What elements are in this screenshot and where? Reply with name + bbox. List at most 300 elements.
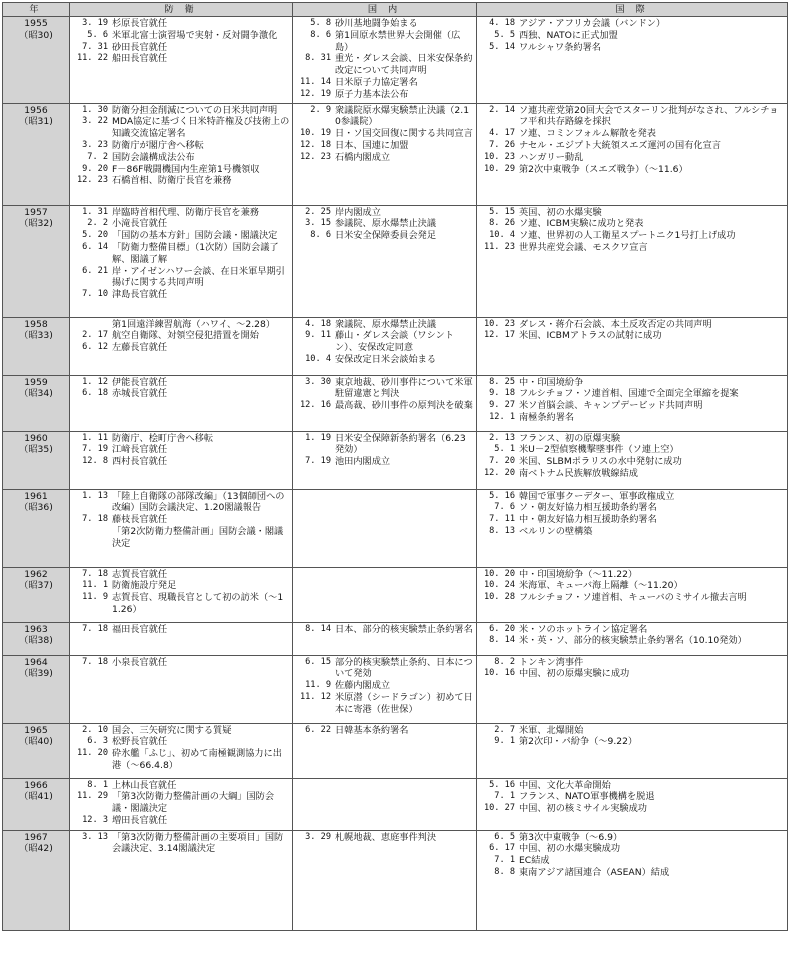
domestic-cell bbox=[293, 622, 477, 655]
event-text: 「防衛力整備目標」（1次防）国防会議了解、閣議了解 bbox=[112, 241, 279, 265]
year-label: 1955 bbox=[24, 18, 48, 29]
international-cell bbox=[477, 103, 788, 205]
event-text: 石橋首相、防衛庁長官を兼務 bbox=[112, 175, 232, 187]
year-label: 1967 bbox=[24, 831, 48, 843]
year-cell bbox=[3, 655, 70, 723]
event-date: 11. 9 bbox=[82, 592, 108, 603]
year-cell bbox=[3, 622, 70, 655]
domestic-event bbox=[295, 330, 474, 354]
year-row bbox=[3, 103, 788, 205]
international-event bbox=[479, 140, 785, 152]
year-cell bbox=[3, 567, 70, 622]
event-date: 8. 14 bbox=[489, 635, 515, 646]
defense-event bbox=[72, 330, 290, 342]
event-date: 5. 16 bbox=[489, 490, 515, 501]
event-date: 7. 1 bbox=[494, 791, 515, 802]
event-date: 4. 18 bbox=[489, 18, 515, 28]
event-date: 8. 31 bbox=[305, 53, 331, 64]
event-text: 米・ソのホットライン協定署名 bbox=[519, 623, 648, 635]
event-text: 最高裁、砂川事件の原判決を破棄 bbox=[335, 400, 473, 412]
event-date: 1. 31 bbox=[82, 206, 108, 217]
chronology-table bbox=[2, 2, 788, 931]
event-text: 米国、SLBMポラリスの水中発射に成功 bbox=[519, 456, 682, 468]
event-text: 中国、初の水爆実験成功 bbox=[519, 843, 621, 855]
event-date: 5. 15 bbox=[489, 206, 515, 217]
domestic-cell bbox=[293, 375, 477, 431]
international-event bbox=[479, 855, 785, 867]
event-text: 米軍、北爆開始 bbox=[519, 724, 584, 736]
event-text: 国会、三矢研究に関する質疑 bbox=[112, 724, 232, 736]
event-text: 日本、部分的核実験禁止条約署名 bbox=[335, 623, 473, 635]
event-date: 6. 14 bbox=[82, 241, 108, 252]
domestic-event bbox=[295, 230, 474, 242]
defense-event bbox=[72, 791, 290, 815]
event-text: 部分的核実験禁止条約、日本について発効 bbox=[335, 656, 473, 680]
event-date: 1. 13 bbox=[82, 490, 108, 501]
year-cell bbox=[3, 103, 70, 205]
event-text: 江﨑長官就任 bbox=[112, 444, 168, 456]
international-event bbox=[479, 319, 785, 331]
event-date: 6. 12 bbox=[82, 342, 108, 353]
event-text: 日米原子力協定署名 bbox=[335, 76, 418, 88]
event-text: 米海軍、キューバ海上隔離（～11.20） bbox=[519, 580, 683, 592]
event-text: ソ連、世界初の人工衛星スプートニク1号打上げ成功 bbox=[519, 230, 736, 242]
year-label: 1957 bbox=[24, 206, 48, 218]
defense-event bbox=[72, 116, 290, 140]
year-row bbox=[3, 567, 788, 622]
event-date: 4. 18 bbox=[305, 318, 331, 329]
event-date: 5. 16 bbox=[489, 779, 515, 790]
defense-cell bbox=[70, 17, 293, 104]
event-date: 7. 11 bbox=[489, 514, 515, 525]
defense-cell bbox=[70, 830, 293, 930]
event-text: 増田長官就任 bbox=[112, 814, 168, 826]
era-label: （昭42) bbox=[19, 843, 53, 855]
event-date: 5. 6 bbox=[87, 29, 108, 40]
domestic-cell bbox=[293, 103, 477, 205]
domestic-event bbox=[295, 832, 474, 844]
event-text: 日米安全保障新条約署名（6.23発効） bbox=[335, 432, 466, 456]
domestic-event bbox=[295, 18, 474, 30]
international-event bbox=[479, 164, 785, 176]
year-row bbox=[3, 830, 788, 930]
event-text: 杉原長官就任 bbox=[112, 18, 168, 29]
event-text: 第3次中東戦争（～6.9） bbox=[519, 831, 623, 843]
event-date: 8. 8 bbox=[494, 866, 515, 877]
domestic-event bbox=[295, 692, 474, 716]
year-row bbox=[3, 723, 788, 778]
event-date: 3. 30 bbox=[305, 376, 331, 387]
event-text: 左藤長官就任 bbox=[112, 342, 168, 354]
event-text: ソ・朝友好協力相互援助条約署名 bbox=[519, 502, 657, 514]
domestic-cell bbox=[293, 778, 477, 830]
year-cell bbox=[3, 317, 70, 375]
event-text: 「第3次防衛力整備計画の大綱」国防会議・閣議決定 bbox=[112, 791, 275, 815]
defense-event bbox=[72, 725, 290, 737]
domestic-event bbox=[295, 624, 474, 636]
international-cell bbox=[477, 567, 788, 622]
event-text: 砂田長官就任 bbox=[112, 41, 168, 53]
event-date: 1. 19 bbox=[305, 432, 331, 443]
event-text: 衆議院原水爆実験禁止決議（2.10参議院） bbox=[335, 104, 470, 128]
event-text: ソ連共産党第20回大会でスターリン批判がなされ、フルシチョフ平和共存路線を採択 bbox=[519, 104, 779, 128]
international-cell bbox=[477, 205, 788, 317]
international-cell bbox=[477, 431, 788, 489]
event-date: 8. 13 bbox=[489, 525, 515, 536]
event-date: 12. 16 bbox=[299, 400, 331, 411]
event-date: 5. 5 bbox=[494, 29, 515, 40]
year-row bbox=[3, 317, 788, 375]
event-text: 砂川基地闘争始まる bbox=[335, 18, 418, 29]
defense-event bbox=[72, 377, 290, 389]
event-text: 池田内閣成立 bbox=[335, 456, 391, 468]
defense-event bbox=[72, 832, 290, 856]
event-text: 防衛施設庁発足 bbox=[112, 580, 177, 592]
event-date: 11. 14 bbox=[299, 76, 331, 87]
international-event bbox=[479, 635, 785, 647]
year-row bbox=[3, 622, 788, 655]
year-row bbox=[3, 655, 788, 723]
event-text: 佐藤内閣成立 bbox=[335, 680, 391, 692]
event-text: 南ベトナム民族解放戦線結成 bbox=[519, 467, 638, 479]
era-label: （昭32) bbox=[19, 218, 53, 230]
event-text: 中国、文化大革命開始 bbox=[519, 779, 611, 791]
defense-cell bbox=[70, 622, 293, 655]
event-date: 10. 19 bbox=[299, 128, 331, 139]
event-date: 9. 1 bbox=[494, 736, 515, 747]
event-date: 8. 25 bbox=[489, 376, 515, 387]
defense-event bbox=[72, 748, 290, 772]
event-date: 8. 14 bbox=[305, 623, 331, 634]
event-text: EC結成 bbox=[519, 855, 550, 867]
international-event bbox=[479, 736, 785, 748]
domestic-event bbox=[295, 140, 474, 152]
defense-event bbox=[72, 580, 290, 592]
era-label: （昭40) bbox=[19, 736, 53, 748]
domestic-event bbox=[295, 354, 474, 366]
defense-cell bbox=[70, 723, 293, 778]
event-date: 12. 17 bbox=[483, 330, 515, 341]
year-cell bbox=[3, 431, 70, 489]
event-text: F－86F戦闘機国内生産第1号機領収 bbox=[112, 163, 260, 175]
event-date: 6. 22 bbox=[305, 724, 331, 735]
event-date: 5. 14 bbox=[489, 41, 515, 52]
domestic-event bbox=[295, 89, 474, 101]
international-event bbox=[479, 791, 785, 803]
defense-event bbox=[72, 207, 290, 219]
domestic-cell bbox=[293, 17, 477, 104]
international-event bbox=[479, 780, 785, 792]
domestic-event bbox=[295, 152, 474, 164]
defense-event bbox=[72, 657, 290, 669]
event-text: 船田長官就任 bbox=[112, 53, 168, 65]
domestic-event bbox=[295, 53, 474, 77]
event-date: 8. 6 bbox=[310, 230, 331, 241]
event-date: 10. 4 bbox=[305, 353, 331, 364]
defense-event bbox=[72, 569, 290, 581]
event-text: 藤山・ダレス会談（ワシントン）、安保改定同意 bbox=[335, 330, 454, 354]
event-text: フルシチョフ・ソ連首相、キューバのミサイル撤去言明 bbox=[519, 592, 747, 604]
defense-event bbox=[72, 218, 290, 230]
event-date: 3. 19 bbox=[82, 18, 108, 28]
era-label: （昭31) bbox=[19, 116, 53, 128]
domestic-event bbox=[295, 657, 474, 681]
defense-cell bbox=[70, 103, 293, 205]
international-event bbox=[479, 502, 785, 514]
international-cell bbox=[477, 317, 788, 375]
international-event bbox=[479, 832, 785, 844]
defense-event bbox=[72, 152, 290, 164]
era-label: （昭30) bbox=[19, 29, 53, 41]
era-label: （昭38) bbox=[19, 635, 53, 647]
event-date: 2. 7 bbox=[494, 724, 515, 735]
event-text: 福田長官就任 bbox=[112, 623, 168, 635]
defense-cell bbox=[70, 489, 293, 567]
event-text: ダレス・蒋介石会談、本土反攻否定の共同声明 bbox=[519, 318, 712, 330]
year-label: 1960 bbox=[24, 432, 48, 444]
event-date: 12. 3 bbox=[82, 814, 108, 825]
international-event bbox=[479, 491, 785, 503]
defense-event bbox=[72, 175, 290, 187]
event-text: 重光・ダレス会談、日米安保条約改定について共同声明 bbox=[335, 53, 473, 77]
event-text: 原子力基本法公布 bbox=[335, 88, 409, 100]
year-cell bbox=[3, 778, 70, 830]
event-date: 10. 23 bbox=[483, 318, 515, 329]
event-date: 12. 1 bbox=[489, 411, 515, 422]
domestic-event bbox=[295, 319, 474, 331]
event-text: 第1回原水禁世界大会開催（広島） bbox=[335, 29, 461, 53]
international-event bbox=[479, 668, 785, 680]
defense-event bbox=[72, 592, 290, 616]
event-date: 7. 18 bbox=[82, 514, 108, 525]
international-event bbox=[479, 514, 785, 526]
defense-cell bbox=[70, 778, 293, 830]
event-text: 伊能長官就任 bbox=[112, 376, 168, 388]
international-event bbox=[479, 42, 785, 54]
year-label: 1963 bbox=[24, 623, 48, 635]
year-cell bbox=[3, 375, 70, 431]
domestic-cell bbox=[293, 205, 477, 317]
event-text: 韓国で軍事クーデター、軍事政権成立 bbox=[519, 490, 675, 502]
header-defense: 防 衛 bbox=[70, 3, 293, 17]
year-cell bbox=[3, 830, 70, 930]
defense-event bbox=[72, 815, 290, 827]
event-text: 岸・アイゼンハワー会談、在日米軍早期引揚げに関する共同声明 bbox=[112, 265, 285, 289]
event-date: 7. 31 bbox=[82, 41, 108, 52]
event-date: 5. 8 bbox=[310, 18, 331, 28]
event-text: 西独、NATOに正式加盟 bbox=[519, 29, 618, 41]
event-text: 砕氷艦「ふじ」、初めて南極観測協力に出港（～66.4.8） bbox=[112, 748, 282, 771]
event-text: 赤城長官就任 bbox=[112, 388, 168, 400]
event-date: 7. 18 bbox=[82, 568, 108, 579]
international-event bbox=[479, 526, 785, 538]
defense-event bbox=[72, 514, 290, 526]
international-cell bbox=[477, 17, 788, 104]
event-date: 7. 6 bbox=[494, 502, 515, 513]
year-row bbox=[3, 375, 788, 431]
event-date: 6. 5 bbox=[494, 831, 515, 842]
event-text: 津島長官就任 bbox=[112, 289, 168, 301]
international-cell bbox=[477, 778, 788, 830]
domestic-cell bbox=[293, 567, 477, 622]
domestic-event bbox=[295, 105, 474, 129]
domestic-event bbox=[295, 725, 474, 737]
event-text: 英国、初の水爆実験 bbox=[519, 206, 602, 218]
era-label: （昭33) bbox=[19, 330, 53, 342]
event-date: 1. 12 bbox=[82, 376, 108, 387]
event-text: 中・印国境紛争（～11.22） bbox=[519, 568, 638, 580]
event-date: 11. 20 bbox=[76, 748, 108, 759]
event-date: 7. 20 bbox=[489, 456, 515, 467]
event-date: 12. 18 bbox=[299, 139, 331, 150]
event-text: 松野長官就任 bbox=[112, 736, 168, 748]
defense-event bbox=[72, 780, 290, 792]
event-date: 9. 18 bbox=[489, 388, 515, 399]
event-text: 石橋内閣成立 bbox=[335, 151, 391, 163]
international-event bbox=[479, 444, 785, 456]
international-cell bbox=[477, 655, 788, 723]
event-date: 12. 23 bbox=[76, 175, 108, 186]
event-text: 日・ソ国交回復に関する共同宣言 bbox=[335, 128, 473, 140]
event-date: 2. 9 bbox=[310, 104, 331, 115]
year-row bbox=[3, 205, 788, 317]
event-date: 10. 27 bbox=[483, 803, 515, 814]
event-date: 6. 18 bbox=[82, 388, 108, 399]
defense-event bbox=[72, 164, 290, 176]
year-cell bbox=[3, 17, 70, 104]
event-date: 2. 2 bbox=[87, 218, 108, 229]
event-date: 4. 17 bbox=[489, 128, 515, 139]
event-text: 「国防の基本方針」国防会議・閣議決定 bbox=[112, 230, 278, 242]
event-date: 8. 1 bbox=[87, 779, 108, 790]
event-date: 12. 8 bbox=[82, 456, 108, 467]
event-date: 11. 1 bbox=[82, 580, 108, 591]
event-text: 第1回遠洋練習航海（ハワイ、～2.28） bbox=[112, 318, 276, 330]
international-cell bbox=[477, 723, 788, 778]
event-text: MDA協定に基づく日米特許権及び技術上の知識交流協定署名 bbox=[112, 116, 290, 140]
defense-event bbox=[72, 18, 290, 30]
event-text: ベルリンの壁構築 bbox=[519, 525, 593, 537]
event-text: 小滝長官就任 bbox=[112, 218, 168, 230]
event-text: 「第3次防衛力整備計画の主要項目」国防会議決定、3.14閣議決定 bbox=[112, 831, 284, 855]
event-text: 「陸上自衛隊の部隊改編」（13個師団への改編）国防会議決定、1.20閣議報告 bbox=[112, 490, 285, 514]
defense-cell bbox=[70, 205, 293, 317]
international-event bbox=[479, 657, 785, 669]
event-text: 第2次印・パ紛争（～9.22） bbox=[519, 736, 638, 748]
defense-event bbox=[72, 53, 290, 65]
international-event bbox=[479, 412, 785, 424]
event-date: 7. 18 bbox=[82, 623, 108, 634]
domestic-event bbox=[295, 400, 474, 412]
event-date: 12. 19 bbox=[299, 88, 331, 99]
international-event bbox=[479, 377, 785, 389]
international-event bbox=[479, 105, 785, 129]
event-date: 6. 3 bbox=[87, 736, 108, 747]
event-text: 米原潜（シードラゴン）初めて日本に寄港（佐世保） bbox=[335, 691, 473, 715]
event-date: 10. 4 bbox=[489, 230, 515, 241]
event-date: 10. 16 bbox=[483, 668, 515, 679]
defense-event bbox=[72, 230, 290, 242]
domestic-cell bbox=[293, 723, 477, 778]
defense-event bbox=[72, 105, 290, 117]
header-year: 年 bbox=[3, 3, 70, 17]
domestic-event bbox=[295, 128, 474, 140]
event-text: 志賀長官就任 bbox=[112, 568, 168, 580]
year-cell bbox=[3, 723, 70, 778]
event-text: 西村長官就任 bbox=[112, 456, 168, 468]
era-label: （昭41) bbox=[19, 791, 53, 803]
defense-event bbox=[72, 42, 290, 54]
international-event bbox=[479, 242, 785, 254]
event-text: 「第2次防衛力整備計画」国防会議・閣議決定 bbox=[112, 525, 284, 549]
event-date: 6. 17 bbox=[489, 843, 515, 854]
event-date: 9. 11 bbox=[305, 330, 331, 341]
year-row bbox=[3, 778, 788, 830]
domestic-event bbox=[295, 433, 474, 457]
event-date: 6. 15 bbox=[305, 656, 331, 667]
year-label: 1959 bbox=[24, 376, 48, 388]
event-text: 安保改定日米会談始まる bbox=[335, 353, 437, 365]
defense-event bbox=[72, 289, 290, 301]
event-date: 9. 27 bbox=[489, 400, 515, 411]
international-event bbox=[479, 867, 785, 879]
event-text: 米軍北富士演習場で実射・反対闘争激化 bbox=[112, 29, 278, 41]
event-text: 岸臨時首相代理、防衛庁長官を兼務 bbox=[112, 206, 259, 218]
year-row bbox=[3, 489, 788, 567]
event-text: 衆議院、原水爆禁止決議 bbox=[335, 318, 437, 330]
event-date: 10. 29 bbox=[483, 163, 515, 174]
event-date: 5. 1 bbox=[494, 444, 515, 455]
international-event bbox=[479, 803, 785, 815]
defense-event bbox=[72, 342, 290, 354]
domestic-cell bbox=[293, 431, 477, 489]
event-text: 上林山長官就任 bbox=[112, 779, 177, 791]
event-date: 2. 25 bbox=[305, 206, 331, 217]
event-text: 世界共産党会議、モスクワ宣言 bbox=[519, 241, 648, 253]
defense-event bbox=[72, 456, 290, 468]
defense-event bbox=[72, 433, 290, 445]
international-event bbox=[479, 128, 785, 140]
event-text: 岸内閣成立 bbox=[335, 206, 381, 218]
event-date: 3. 22 bbox=[82, 116, 108, 127]
event-text: 防衛庁、桧町庁舎へ移転 bbox=[112, 432, 214, 444]
defense-event bbox=[72, 491, 290, 515]
event-date: 3. 13 bbox=[82, 831, 108, 842]
event-text: トンキン湾事件 bbox=[519, 656, 584, 668]
event-date: 7. 18 bbox=[82, 656, 108, 667]
defense-cell bbox=[70, 431, 293, 489]
event-text: 防衛分担金削減についての日米共同声明 bbox=[112, 104, 278, 116]
event-date: 10. 28 bbox=[483, 592, 515, 603]
year-row bbox=[3, 17, 788, 104]
year-label: 1962 bbox=[24, 568, 48, 580]
international-event bbox=[479, 456, 785, 468]
defense-event bbox=[72, 319, 290, 331]
event-text: 中・印国境紛争 bbox=[519, 376, 584, 388]
event-date: 7. 19 bbox=[82, 444, 108, 455]
domestic-event bbox=[295, 77, 474, 89]
domestic-event bbox=[295, 30, 474, 54]
international-event bbox=[479, 468, 785, 480]
era-label: （昭36) bbox=[19, 502, 53, 514]
defense-event bbox=[72, 266, 290, 290]
defense-cell bbox=[70, 655, 293, 723]
defense-event bbox=[72, 526, 290, 550]
event-text: ワルシャワ条約署名 bbox=[519, 41, 601, 53]
event-date: 11. 12 bbox=[299, 691, 331, 702]
event-date: 7. 10 bbox=[82, 289, 108, 300]
event-text: 日米安全保障委員会発足 bbox=[335, 230, 437, 242]
